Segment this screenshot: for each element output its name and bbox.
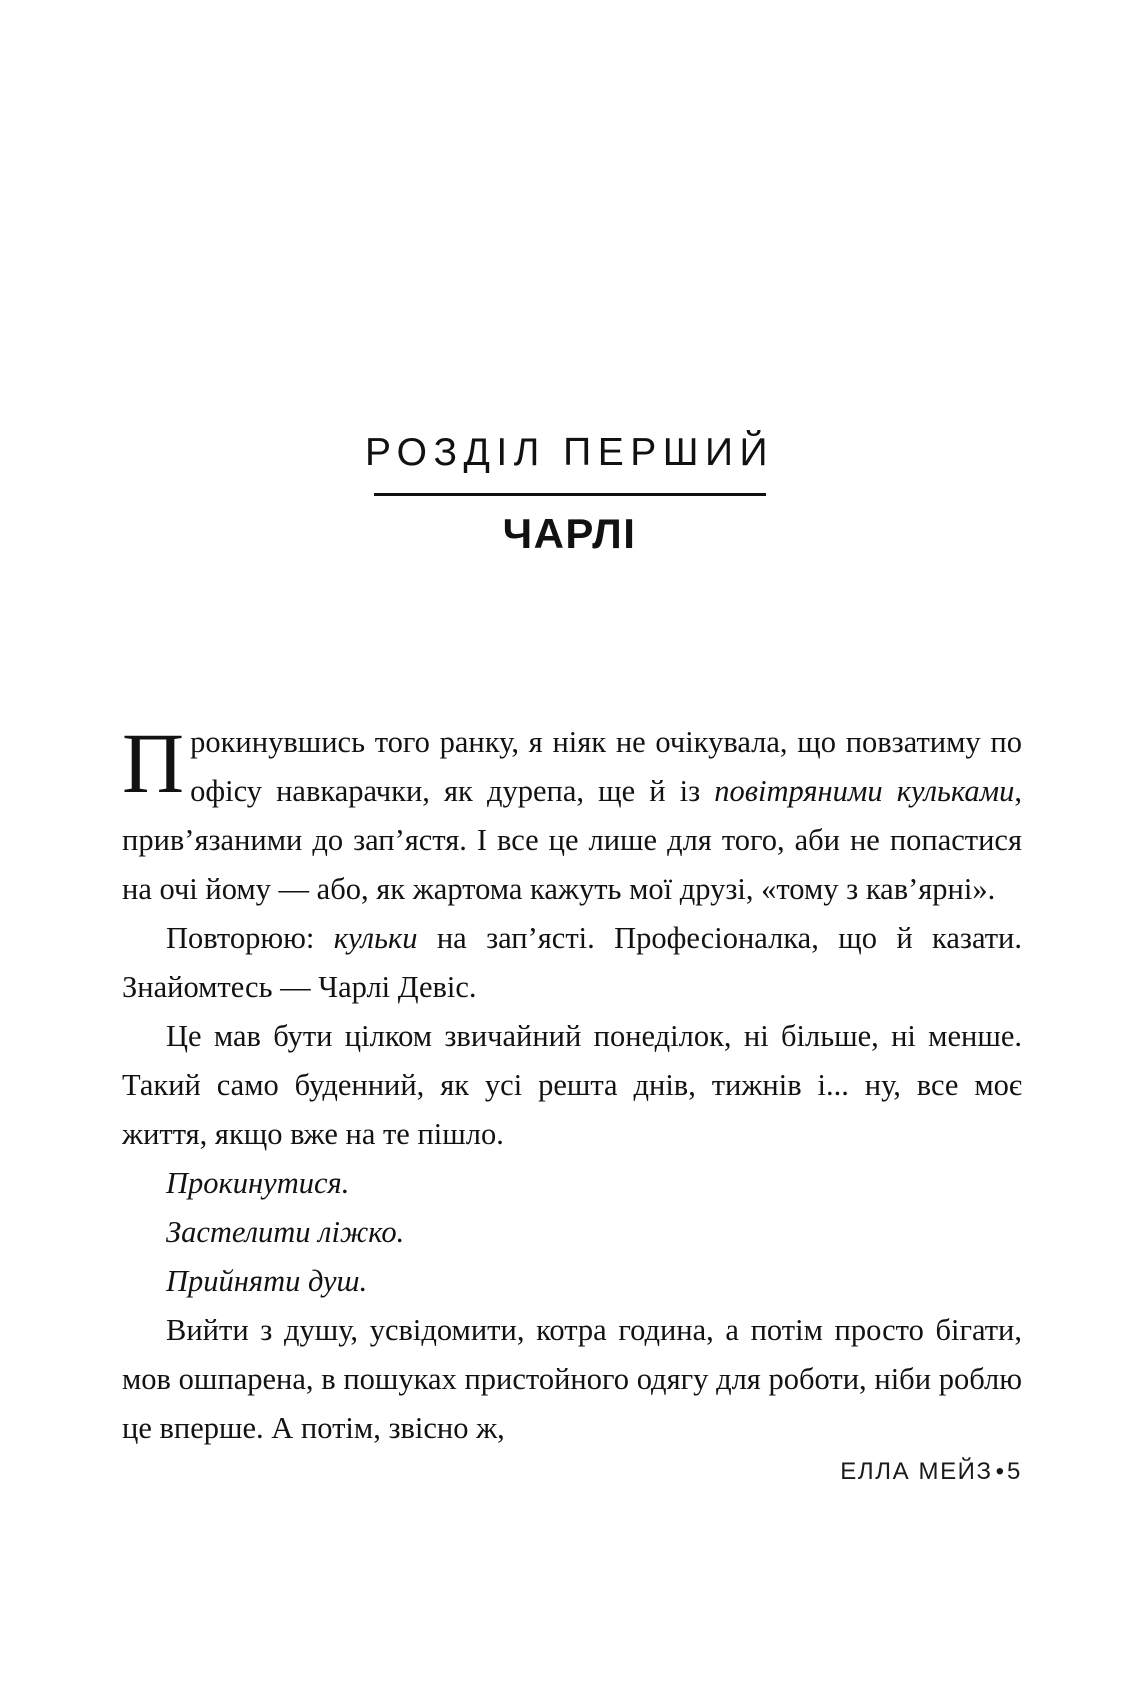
paragraph-3 <box>122 1012 1022 1159</box>
paragraph-2-run-1: Повторюю: <box>166 921 334 955</box>
page-number: 5 <box>1007 1458 1022 1485</box>
paragraph-2-run-2-italic: кульки <box>333 921 418 955</box>
chapter-divider-rule <box>374 493 766 496</box>
paragraph-7 <box>122 1306 1022 1453</box>
paragraph-6 <box>122 1257 1022 1306</box>
paragraph-5-run-1-italic: Застелити ліжко. <box>166 1215 405 1249</box>
paragraph-4 <box>122 1159 1022 1208</box>
chapter-label: РОЗДІЛ ПЕРШИЙ <box>364 431 775 474</box>
paragraph-4-run-1-italic: Прокинутися. <box>166 1166 350 1200</box>
paragraph-1-run-2-italic: повітряними кульками <box>714 774 1015 808</box>
chapter-title: ЧАРЛІ <box>502 509 637 557</box>
paragraph-1-run-1: рокинувшись того ранку, я ніяк не очікувала, що повзатиму по офісу навкарачки, як дурепа, ще й із <box>190 725 1022 808</box>
drop-cap-letter: П <box>122 715 185 811</box>
paragraph-6-run-1-italic: Прийняти душ. <box>166 1264 368 1298</box>
body-text-block <box>122 715 1023 1453</box>
page-footer <box>840 1458 1022 1486</box>
paragraph-3-run-1: Це мав бути цілком звичайний понеділок, ні більше, ні менше. Такий само буденний, як усі решта днів, тижнів і... ну, все моє життя, якщо вже на те пішло. <box>122 1019 1022 1151</box>
paragraph-1 <box>122 715 1023 914</box>
paragraph-2 <box>122 914 1022 1012</box>
footer-separator-dot: • <box>995 1458 1005 1485</box>
paragraph-5 <box>122 1208 1022 1257</box>
paragraph-7-run-1: Вийти з душу, усвідомити, котра година, а потім просто бігати, мов ошпарена, в пошуках пристойного одягу для роботи, ніби роблю це вперше. А потім, звісно ж, <box>122 1313 1022 1445</box>
running-head-author: ЕЛЛА МЕЙЗ <box>840 1458 993 1485</box>
paragraph-2-run-3: на зап’ясті. Професіоналка, що й казати. Знайомтесь — Чарлі Девіс. <box>122 921 1022 1004</box>
paragraph-1-run-3: , прив’язаними до зап’ястя. І все це лише для того, аби не попастися на очі йому — або, як жартома кажуть мої друзі, «тому з кав’ярні». <box>122 774 1023 906</box>
chapter-heading <box>0 432 1139 558</box>
